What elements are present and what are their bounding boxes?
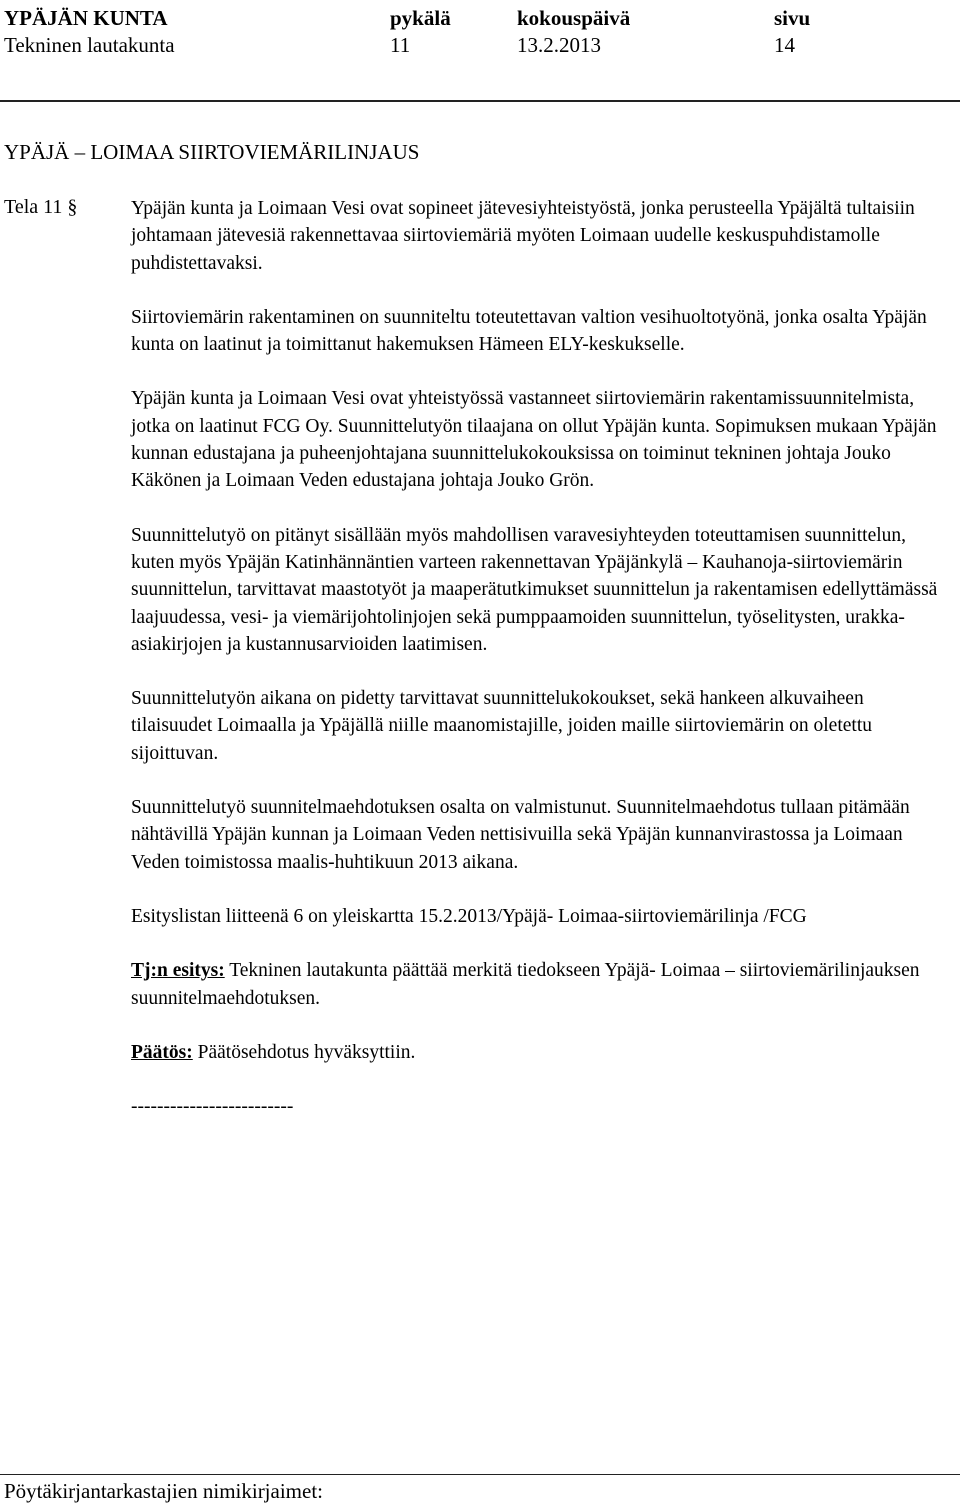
paragraph: Ypäjän kunta ja Loimaan Vesi ovat yhteistyössä vastanneet siirtoviemärin rakentamissuunnitelmista, jotka on laatinut FCG Oy. Suunnittelutyön tilaajana on ollut Ypäjän kunta. Sopimuksen mukaan Ypäjän kunnan edustajana ja puheenjohtajana suunnittelukokouksissa on toiminut tekninen johtaja Jouko Käkönen ja Loimaan Veden edustajana johtaja Jouko Grön. <box>131 388 937 492</box>
paragraph: Suunnittelutyö suunnitelmaehdotuksen osalta on valmistunut. Suunnitelmaehdotus tullaan pitämään nähtävillä Ypäjän kunnan ja Loimaan Veden nettisivuilla sekä Ypäjän kunnanvirastossa ja Loimaan Veden toimistossa maalis-huhtikuun 2013 aikana. <box>131 797 910 873</box>
paragraph: Suunnittelutyön aikana on pidetty tarvittavat suunnittelukokoukset, sekä hankeen alkuvaiheen tilaisuudet Loimaalla ja Ypäjällä niille maanomistajille, joiden maille siirtoviemärin on oletettu sijoittuvan. <box>131 688 872 764</box>
document-title: YPÄJÄ – LOIMAA SIIRTOVIEMÄRILINJAUS <box>4 140 420 164</box>
paragraph: Siirtoviemärin rakentaminen on suunniteltu toteutettavan valtion vesihuoltotyönä, jonka osalta Ypäjän kunta on laatinut ja toimittanut hakemuksen Hämeen ELY-keskukselle. <box>131 306 927 356</box>
paragraph: Esityslistan liitteenä 6 on yleiskartta 15.2.2013/Ypäjä- Loimaa-siirtoviemärilinja /FCG <box>131 905 807 927</box>
signatures-label: Pöytäkirjantarkastajien nimikirjaimet: <box>4 1479 323 1503</box>
page-label: sivu <box>774 6 811 30</box>
org-name: YPÄJÄN KUNTA <box>4 6 168 30</box>
page-number: 14 <box>774 33 795 57</box>
document-header <box>0 0 960 100</box>
separator-line: ------------------------- <box>131 1096 294 1118</box>
pykala-label: pykälä <box>390 6 451 30</box>
decision-label: Päätös: <box>131 1041 193 1063</box>
proposal-text: Tekninen lautakunta päättää merkitä tiedokseen Ypäjä- Loimaa – siirtoviemärilinjauksen suunnitelmaehdotuksen. <box>131 960 920 1009</box>
decision-text: Päätösehdotus hyväksyttiin. <box>192 1041 416 1063</box>
header-rule <box>0 100 960 102</box>
proposal-label: Tj:n esitys: <box>131 960 225 982</box>
section-reference: Tela 11 § <box>4 196 78 218</box>
document-body <box>131 195 946 1120</box>
committee-name: Tekninen lautakunta <box>4 33 175 57</box>
proposal <box>131 957 946 1012</box>
paragraph: Ypäjän kunta ja Loimaan Vesi ovat sopineet jätevesiyhteistyöstä, jonka perusteella Ypäjältä tultaisiin johtamaan jätevesiä rakennettavaa siirtoviemäriä myöten Loimaan uudelle keskuspuhdistamolle puhdistettavaksi. <box>131 198 915 274</box>
paragraph: Suunnittelutyö on pitänyt sisällään myös mahdollisen varavesiyhteyden toteuttamisen suunnittelun, kuten myös Ypäjän Katinhännäntien varteen rakennettavan Ypäjänkylä – Kauhanoja-siirtoviemärin suunnittelun, tarvittavat maastotyöt ja maaperätutkimukset suunnittelun ja rakentamisen edellyttämässä laajuudessa, vesi- ja viemärijohtolinjojen sekä pumppaamoiden suunnittelun, työselitysten, urakka-asiakirjojen ja kustannusarvioiden laatimisen. <box>131 524 938 655</box>
meeting-date-value: 13.2.2013 <box>517 33 601 57</box>
decision <box>131 1039 946 1066</box>
pykala-value: 11 <box>390 33 411 57</box>
meeting-date-label: kokouspäivä <box>517 6 631 30</box>
footer-rule <box>0 1474 960 1475</box>
